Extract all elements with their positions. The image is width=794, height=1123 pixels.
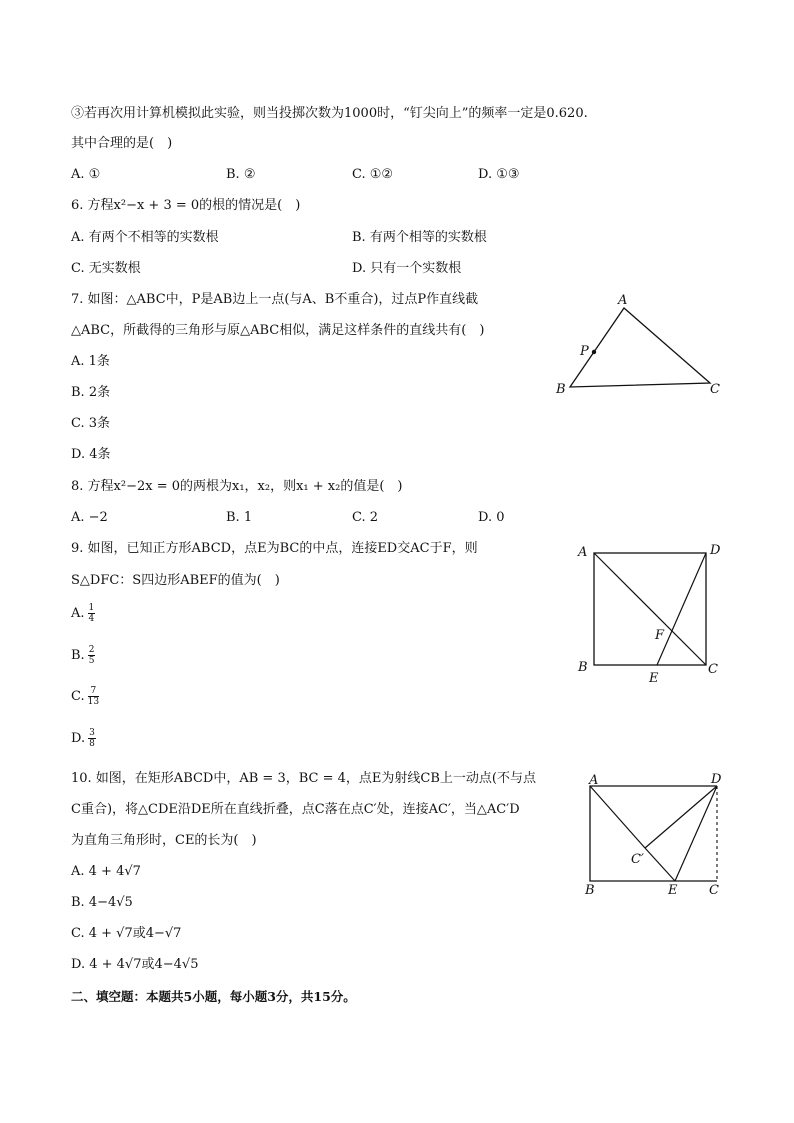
- q8-option-a: A. −2: [71, 510, 108, 525]
- q5-option-c: C. ①②: [352, 167, 394, 182]
- label-b: B: [556, 382, 566, 397]
- fraction-numerator: 1: [88, 603, 95, 613]
- q8-option-d: D. 0: [478, 510, 505, 525]
- q7-option-b: B. 2条: [71, 385, 111, 400]
- fraction-numerator: 2: [88, 645, 95, 655]
- q7-option-c: C. 3条: [71, 416, 111, 431]
- label-c: C: [709, 883, 719, 898]
- segment-de: [675, 786, 717, 881]
- label-p: P: [580, 344, 589, 359]
- q10-stem-line2: C重合)，将△CDE沿DE所在直线折叠，点C落在点C′处，连接AC′，当△AC′D: [71, 802, 520, 817]
- q10-option-b: B. 4−4√5: [71, 895, 133, 910]
- q8-stem: 8. 方程x²−2x = 0的两根为x₁，x₂，则x₁ + x₂的值是( ): [71, 479, 403, 494]
- q7-option-d: D. 4条: [71, 447, 111, 462]
- label-d: D: [710, 543, 721, 558]
- q6-option-a: A. 有两个不相等的实数根: [71, 230, 219, 245]
- label-e: E: [649, 671, 659, 686]
- q8-option-b: B. 1: [226, 510, 253, 525]
- q9-option-b-letter: B.: [71, 648, 85, 663]
- q6-stem: 6. 方程x²−x + 3 = 0的根的情况是( ): [71, 198, 301, 213]
- figure-q9-square: [570, 538, 730, 688]
- q5-stem: 其中合理的是( ): [71, 136, 173, 151]
- q6-option-b: B. 有两个相等的实数根: [352, 230, 487, 245]
- q5-item-3: ③若再次用计算机模拟此实验，则当投掷次数为1000时，“钉尖向上”的频率一定是0.620.: [71, 106, 588, 121]
- label-c: C: [708, 662, 718, 677]
- segment-ac1: [590, 786, 645, 848]
- q9-option-d-letter: D.: [71, 731, 86, 746]
- q9-stem-line2: S△DFC：S四边形ABEF的值为( ): [71, 573, 280, 588]
- label-d: D: [711, 772, 722, 787]
- q10-stem-line3: 为直角三角形时，CE的长为( ): [71, 833, 257, 848]
- q6-option-d: D. 只有一个实数根: [352, 261, 462, 276]
- q9-option-c-fraction: [88, 686, 99, 707]
- label-c: C: [710, 382, 720, 397]
- fraction-numerator: 7: [88, 686, 99, 697]
- label-c-prime: C′: [631, 852, 644, 867]
- q10-option-a: A. 4 + 4√7: [71, 864, 141, 879]
- segment-ed: [657, 553, 706, 665]
- label-a: A: [618, 293, 628, 308]
- q9-option-b: [71, 645, 95, 666]
- q7-stem-line2: △ABC，所截得的三角形与原△ABC相似，满足这样条件的直线共有( ): [71, 323, 485, 338]
- q9-option-a-letter: A.: [71, 606, 85, 621]
- label-a: A: [578, 545, 588, 560]
- label-b: B: [578, 660, 588, 675]
- q7-option-a: A. 1条: [71, 354, 110, 369]
- q7-stem-line1: 7. 如图：△ABC中，P是AB边上一点(与A、B不重合)，过点P作直线截: [71, 292, 479, 307]
- fraction-numerator: 3: [89, 728, 95, 738]
- q10-stem-line1: 10. 如图，在矩形ABCD中，AB = 3，BC = 4，点E为射线CB上一动点(不与点: [71, 771, 536, 786]
- q8-option-c: C. 2: [352, 510, 379, 525]
- figure-q10-rectangle: [575, 768, 735, 903]
- label-e: E: [668, 883, 678, 898]
- fraction-denominator: 5: [88, 656, 95, 666]
- q10-option-d: D. 4 + 4√7或4−4√5: [71, 957, 199, 972]
- fraction-denominator: 4: [88, 614, 95, 624]
- q9-option-d: [71, 728, 96, 749]
- segment-dc1: [645, 786, 717, 848]
- q9-option-a-fraction: [88, 603, 96, 624]
- q9-option-a: [71, 603, 95, 624]
- label-a: A: [589, 773, 599, 788]
- rectangle-abcd: [590, 786, 717, 881]
- q5-option-b: B. ②: [226, 167, 256, 182]
- label-b: B: [585, 883, 595, 898]
- q6-option-c: C. 无实数根: [71, 261, 141, 276]
- q9-option-b-fraction: [88, 645, 96, 666]
- point-p: [592, 350, 596, 354]
- q10-option-c: C. 4 + √7或4−√7: [71, 926, 182, 941]
- label-f: F: [655, 628, 665, 643]
- q9-option-d-fraction: [88, 728, 96, 749]
- q9-stem-line1: 9. 如图，已知正方形ABCD，点E为BC的中点，连接ED交AC于F，则: [71, 541, 478, 556]
- q9-option-c-letter: C.: [71, 689, 85, 704]
- q5-option-d: D. ①③: [478, 167, 520, 182]
- section-2-heading: 二、填空题：本题共5小题，每小题3分，共15分。: [71, 989, 356, 1004]
- triangle-abc: [570, 308, 710, 387]
- q5-option-a: A. ①: [71, 167, 101, 182]
- fraction-denominator: 8: [89, 739, 95, 749]
- q9-option-c: [71, 686, 99, 707]
- diagonal-ac: [594, 553, 706, 665]
- segment-c1e: [645, 848, 675, 881]
- figure-q7-triangle: [550, 290, 730, 400]
- fraction-denominator: 13: [87, 697, 100, 707]
